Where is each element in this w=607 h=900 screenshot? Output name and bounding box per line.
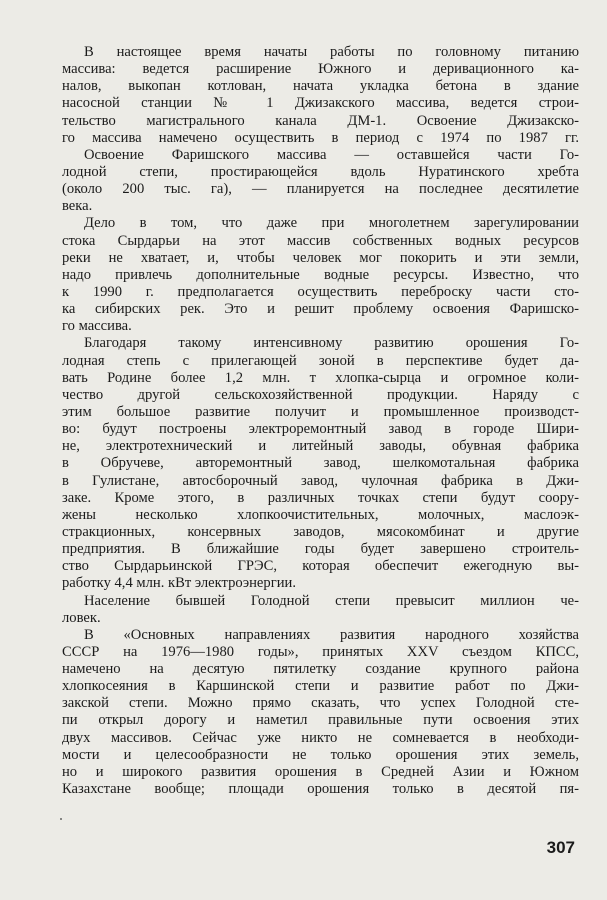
- text-line: в Обручеве, авторемонтный завод, шелкомотальная фабрика: [62, 455, 579, 472]
- text-line: двух массивов. Сейчас уже никто не сомневается в необходи-: [62, 729, 579, 746]
- text-line: стока Сырдарьи на этот массив собственных водных ресурсов: [62, 232, 579, 249]
- paragraph-6: [62, 627, 579, 798]
- text-line: насосной станции № 1 Джизакского массива, ведется строи-: [62, 95, 579, 112]
- text-line: налов, выкопан котлован, начата укладка бетона в здание: [62, 78, 579, 95]
- text-line: века.: [62, 198, 93, 215]
- text-line: хлопкосеяния в Каршинской степи и развитие работ по Джи-: [62, 678, 579, 695]
- text-line: Население бывшей Голодной степи превысит миллион че-: [84, 592, 579, 609]
- body-text: [62, 44, 579, 798]
- text-line: во: будут построены электроремонтный завод в городе Шири-: [62, 421, 579, 438]
- text-line: но и широкого развития орошения в Средней Азии и Южном: [62, 763, 579, 780]
- text-line: заке. Кроме этого, в различных точках степи будут соору-: [62, 489, 579, 506]
- text-line: пи открыл дорогу и наметил правильные пути освоения этих: [62, 712, 579, 729]
- text-line: намечено на десятую пятилетку создание крупного района: [62, 661, 579, 678]
- text-line: (около 200 тыс. га), — планируется на последнее десятилетие: [62, 181, 579, 198]
- paragraph-1: [62, 44, 579, 147]
- text-line: жены несколько хлопкоочистительных, молочных, маслоэк-: [62, 506, 579, 523]
- text-line: в Гулистане, автосборочный завод, чулочная фабрика в Джи-: [62, 472, 579, 489]
- text-line: го массива.: [62, 318, 132, 335]
- text-line: Благодаря такому интенсивному развитию орошения Го-: [84, 335, 579, 352]
- text-line: этим большое развитие получит и промышленное производст-: [62, 403, 579, 420]
- text-line: реки не хватает, и, чтобы человек мог покорить и эти земли,: [62, 249, 579, 266]
- text-line: не, электротехнический и литейный заводы, обувная фабрика: [62, 438, 579, 455]
- paragraph-3: [62, 215, 579, 335]
- text-line: лодная степь с прилегающей зоной в перспективе будет да-: [62, 352, 579, 369]
- text-line: ловек.: [62, 609, 101, 626]
- text-line: массива: ведется расширение Южного и деривационного ка-: [62, 61, 579, 78]
- text-line: СССР на 1976—1980 годы», принятых XXV съездом КПСС,: [62, 643, 579, 660]
- paragraph-4: [62, 335, 579, 592]
- text-line: Казахстане вообще; площади орошения только в десятой пя-: [62, 781, 579, 798]
- text-line: ство Сырдарьинской ГРЭС, которая обеспечит ежегодную вы-: [62, 558, 579, 575]
- text-line: стракционных, консервных заводов, мясокомбинат и другие: [62, 523, 579, 540]
- text-line: тельство магистрального канала ДМ-1. Освоение Джизакско-: [62, 112, 579, 129]
- text-line: ка сибирских рек. Это и решит проблему освоения Фаришско-: [62, 301, 579, 318]
- print-speck: [60, 818, 62, 820]
- text-line: чество другой сельскохозяйственной продукции. Наряду с: [62, 386, 579, 403]
- text-line: надо привлечь дополнительные водные ресурсы. Известно, что: [62, 266, 579, 283]
- text-line: Дело в том, что даже при многолетнем зарегулировании: [84, 215, 579, 232]
- text-line: мости и целесообразности не только орошения этих земель,: [62, 746, 579, 763]
- text-line: к 1990 г. предполагается осуществить переброску части сто-: [62, 283, 579, 300]
- text-line: Освоение Фаришского массива — оставшейся части Го-: [84, 146, 579, 163]
- paragraph-5: [62, 593, 579, 627]
- text-line: В «Основных направлениях развития народного хозяйства: [84, 626, 579, 643]
- text-line: закской степи. Можно прямо сказать, что успех Голодной сте-: [62, 695, 579, 712]
- text-line: работку 4,4 млн. кВт электроэнергии.: [62, 575, 296, 592]
- text-line: лодной степи, простирающейся вдоль Нуратинского хребта: [62, 163, 579, 180]
- text-line: предприятия. В ближайшие годы будет завершено строитель-: [62, 541, 579, 558]
- text-line: вать Родине более 1,2 млн. т хлопка-сырца и огромное коли-: [62, 369, 579, 386]
- text-line: В настоящее время начаты работы по головному питанию: [84, 44, 579, 60]
- paragraph-2: [62, 147, 579, 216]
- text-line: го массива намечено осуществить в период с 1974 по 1987 гг.: [62, 129, 579, 146]
- page-number: 307: [546, 838, 575, 857]
